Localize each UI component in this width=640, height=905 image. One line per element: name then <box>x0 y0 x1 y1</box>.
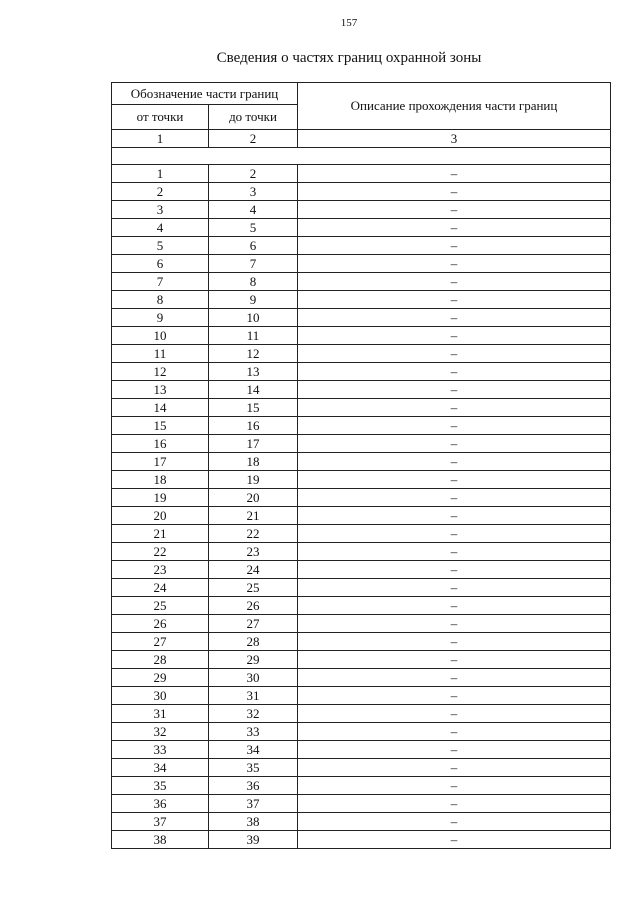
from-point-cell: 30 <box>112 687 209 705</box>
description-cell: – <box>298 219 611 237</box>
table-row <box>112 705 611 723</box>
table-row <box>112 741 611 759</box>
from-point-cell: 9 <box>112 309 209 327</box>
table-row <box>112 255 611 273</box>
section-spacer-cell <box>112 148 611 165</box>
table-row <box>112 453 611 471</box>
to-point-cell: 22 <box>209 525 298 543</box>
from-point-cell: 17 <box>112 453 209 471</box>
table-row <box>112 183 611 201</box>
description-cell: – <box>298 309 611 327</box>
to-point-cell: 15 <box>209 399 298 417</box>
to-point-cell: 23 <box>209 543 298 561</box>
table-row <box>112 237 611 255</box>
to-point-cell: 35 <box>209 759 298 777</box>
from-point-cell: 38 <box>112 831 209 849</box>
description-cell: – <box>298 381 611 399</box>
description-cell: – <box>298 723 611 741</box>
from-point-cell: 11 <box>112 345 209 363</box>
description-cell: – <box>298 345 611 363</box>
from-point-cell: 3 <box>112 201 209 219</box>
to-point-cell: 33 <box>209 723 298 741</box>
from-point-cell: 24 <box>112 579 209 597</box>
from-point-cell: 22 <box>112 543 209 561</box>
table-header <box>112 83 611 130</box>
table-row <box>112 759 611 777</box>
from-point-cell: 37 <box>112 813 209 831</box>
to-point-cell: 16 <box>209 417 298 435</box>
from-point-cell: 1 <box>112 165 209 183</box>
to-point-cell: 9 <box>209 291 298 309</box>
from-point-cell: 23 <box>112 561 209 579</box>
description-cell: – <box>298 273 611 291</box>
description-cell: – <box>298 255 611 273</box>
from-point-cell: 20 <box>112 507 209 525</box>
description-cell: – <box>298 165 611 183</box>
column-number-row <box>112 130 611 148</box>
table-row <box>112 219 611 237</box>
to-point-cell: 7 <box>209 255 298 273</box>
to-point-cell: 8 <box>209 273 298 291</box>
from-point-cell: 4 <box>112 219 209 237</box>
table-row <box>112 507 611 525</box>
to-point-cell: 6 <box>209 237 298 255</box>
table-row <box>112 165 611 183</box>
section-spacer-row <box>112 148 611 165</box>
description-cell: – <box>298 525 611 543</box>
to-point-cell: 18 <box>209 453 298 471</box>
from-point-cell: 15 <box>112 417 209 435</box>
header-description: Описание прохождения части границ <box>298 83 611 130</box>
description-cell: – <box>298 705 611 723</box>
from-point-cell: 6 <box>112 255 209 273</box>
to-point-cell: 13 <box>209 363 298 381</box>
from-point-cell: 29 <box>112 669 209 687</box>
description-cell: – <box>298 831 611 849</box>
table-row <box>112 435 611 453</box>
description-cell: – <box>298 399 611 417</box>
description-cell: – <box>298 327 611 345</box>
table-row <box>112 273 611 291</box>
table-row <box>112 471 611 489</box>
column-number-3: 3 <box>298 130 611 148</box>
to-point-cell: 19 <box>209 471 298 489</box>
to-point-cell: 14 <box>209 381 298 399</box>
description-cell: – <box>298 471 611 489</box>
to-point-cell: 10 <box>209 309 298 327</box>
table-row <box>112 633 611 651</box>
table-row <box>112 723 611 741</box>
table-row <box>112 363 611 381</box>
table-row <box>112 201 611 219</box>
from-point-cell: 35 <box>112 777 209 795</box>
from-point-cell: 28 <box>112 651 209 669</box>
to-point-cell: 25 <box>209 579 298 597</box>
table-row <box>112 561 611 579</box>
from-point-cell: 2 <box>112 183 209 201</box>
table-row <box>112 777 611 795</box>
table-row <box>112 831 611 849</box>
description-cell: – <box>298 507 611 525</box>
description-cell: – <box>298 597 611 615</box>
description-cell: – <box>298 579 611 597</box>
to-point-cell: 24 <box>209 561 298 579</box>
from-point-cell: 10 <box>112 327 209 345</box>
from-point-cell: 5 <box>112 237 209 255</box>
to-point-cell: 31 <box>209 687 298 705</box>
from-point-cell: 13 <box>112 381 209 399</box>
table-row <box>112 345 611 363</box>
from-point-cell: 25 <box>112 597 209 615</box>
table-row <box>112 489 611 507</box>
table-row <box>112 579 611 597</box>
table-row <box>112 795 611 813</box>
from-point-cell: 14 <box>112 399 209 417</box>
from-point-cell: 27 <box>112 633 209 651</box>
table-row <box>112 543 611 561</box>
header-boundary-designation: Обозначение части границ <box>112 83 298 105</box>
page-number: 157 <box>340 17 358 29</box>
description-cell: – <box>298 687 611 705</box>
to-point-cell: 30 <box>209 669 298 687</box>
description-cell: – <box>298 363 611 381</box>
from-point-cell: 33 <box>112 741 209 759</box>
to-point-cell: 2 <box>209 165 298 183</box>
description-cell: – <box>298 453 611 471</box>
table-row <box>112 327 611 345</box>
from-point-cell: 12 <box>112 363 209 381</box>
table-row <box>112 813 611 831</box>
from-point-cell: 36 <box>112 795 209 813</box>
from-point-cell: 31 <box>112 705 209 723</box>
column-number-2: 2 <box>209 130 298 148</box>
from-point-cell: 34 <box>112 759 209 777</box>
description-cell: – <box>298 183 611 201</box>
table-row <box>112 291 611 309</box>
to-point-cell: 21 <box>209 507 298 525</box>
from-point-cell: 32 <box>112 723 209 741</box>
boundary-parts-table <box>111 82 611 849</box>
to-point-cell: 39 <box>209 831 298 849</box>
table-row <box>112 525 611 543</box>
to-point-cell: 12 <box>209 345 298 363</box>
table-row <box>112 615 611 633</box>
description-cell: – <box>298 777 611 795</box>
to-point-cell: 17 <box>209 435 298 453</box>
from-point-cell: 18 <box>112 471 209 489</box>
to-point-cell: 29 <box>209 651 298 669</box>
to-point-cell: 36 <box>209 777 298 795</box>
to-point-cell: 3 <box>209 183 298 201</box>
description-cell: – <box>298 741 611 759</box>
description-cell: – <box>298 669 611 687</box>
table-row <box>112 399 611 417</box>
to-point-cell: 26 <box>209 597 298 615</box>
table-row <box>112 687 611 705</box>
to-point-cell: 32 <box>209 705 298 723</box>
description-cell: – <box>298 489 611 507</box>
from-point-cell: 21 <box>112 525 209 543</box>
from-point-cell: 26 <box>112 615 209 633</box>
description-cell: – <box>298 651 611 669</box>
to-point-cell: 37 <box>209 795 298 813</box>
to-point-cell: 5 <box>209 219 298 237</box>
table-row <box>112 669 611 687</box>
table-row <box>112 417 611 435</box>
from-point-cell: 19 <box>112 489 209 507</box>
from-point-cell: 16 <box>112 435 209 453</box>
to-point-cell: 34 <box>209 741 298 759</box>
table-row <box>112 381 611 399</box>
page-title: Сведения о частях границ охранной зоны <box>216 50 482 66</box>
description-cell: – <box>298 417 611 435</box>
table-row <box>112 651 611 669</box>
table-row <box>112 309 611 327</box>
description-cell: – <box>298 543 611 561</box>
description-cell: – <box>298 561 611 579</box>
to-point-cell: 28 <box>209 633 298 651</box>
to-point-cell: 20 <box>209 489 298 507</box>
column-number-1: 1 <box>112 130 209 148</box>
description-cell: – <box>298 759 611 777</box>
to-point-cell: 4 <box>209 201 298 219</box>
description-cell: – <box>298 615 611 633</box>
description-cell: – <box>298 201 611 219</box>
from-point-cell: 7 <box>112 273 209 291</box>
header-to-point: до точки <box>209 105 298 130</box>
description-cell: – <box>298 795 611 813</box>
table-body <box>112 130 611 849</box>
to-point-cell: 11 <box>209 327 298 345</box>
to-point-cell: 38 <box>209 813 298 831</box>
to-point-cell: 27 <box>209 615 298 633</box>
from-point-cell: 8 <box>112 291 209 309</box>
description-cell: – <box>298 633 611 651</box>
table-row <box>112 597 611 615</box>
description-cell: – <box>298 291 611 309</box>
description-cell: – <box>298 813 611 831</box>
description-cell: – <box>298 237 611 255</box>
header-from-point: от точки <box>112 105 209 130</box>
description-cell: – <box>298 435 611 453</box>
